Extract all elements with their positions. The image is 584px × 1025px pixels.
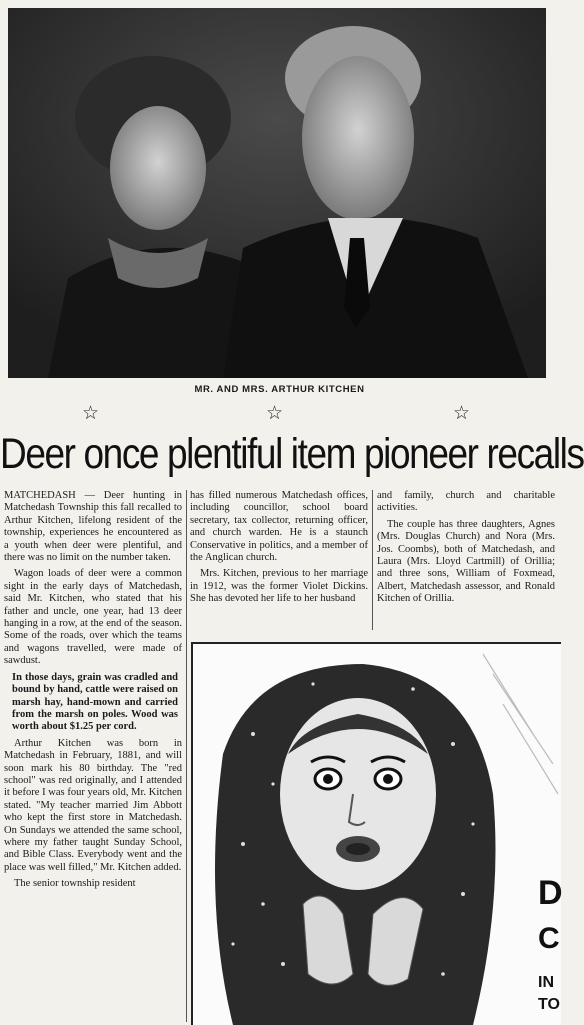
photo-caption: MR. AND MRS. ARTHUR KITCHEN — [194, 384, 365, 395]
paragraph: and family, church and charitable activities. — [377, 490, 555, 514]
paragraph: Mrs. Kitchen, previous to her marriage in 1912, was the former Violet Dickins. She has devoted her life to her husband — [190, 568, 368, 605]
column-rule — [186, 490, 187, 1022]
article-column-2 — [190, 490, 368, 610]
star-icon: ☆ — [453, 403, 471, 424]
paragraph: The couple has three daughters, Agnes (Mrs. Douglas Church) and Nora (Mrs. Jos. Coombs), both of Matchedash, and Laura (Mrs. Lloyd Cartmill) of Orillia; and three sons, William of Foxmead, Albert, Matchedash assessor, and Ronald Kitchen of Orillia. — [377, 518, 555, 605]
article-column-1 — [4, 490, 182, 895]
star-icon: ☆ — [266, 403, 284, 424]
ad-headline-fragment: D — [538, 874, 563, 912]
paragraph: has filled numerous Matchedash offices, including councillor, school board secretary, tax collector, returning officer, and church warden. He is a staunch Conservative in politics, and a member of the Anglican church. — [190, 490, 368, 564]
couple-photo — [8, 8, 546, 378]
advertisement — [191, 642, 561, 1025]
column-rule — [372, 490, 373, 630]
ad-text-fragment: IN — [538, 974, 554, 991]
paragraph: Arthur Kitchen was born in Matchedash in February, 1881, and will soon mark his 80 birthday. The "red school" was red originally, and I attended it before I was four years old, Mr. Kitchen stated. "My teacher married Jim Abbott who kept the first store in Matchedash. On Sundays we attended the same school, where my father taught Sunday School, and Bible Class. Everybody went and the place was well filled," Mr. Kitchen added. — [4, 737, 182, 873]
ad-headline-fragment: C — [538, 922, 560, 955]
paragraph: The senior township resident — [14, 878, 136, 890]
paragraph: Wagon loads of deer were a common sight in the early days of Matchedash, said Mr. Kitchen, who stated that his father and uncle, one year, had 13 deer hanging in a row, at the end of the season. Some of the roads, over which the teams and wagons travelled, were made of sawdust. — [4, 568, 182, 667]
paragraph: MATCHEDASH — Deer hunting in Matchedash Township this fall recalled to Arthur Kitchen, lifelong resident of the township, experiences he encountered as a youth when deer were plentiful, and there was no limit on the number taken. — [4, 490, 182, 564]
article-column-3 — [377, 490, 555, 610]
headline: Deer once plentiful item pioneer recalls — [0, 430, 584, 478]
star-icon: ☆ — [82, 403, 100, 424]
paragraph-emphasis: In those days, grain was cradled and bound by hand, cattle were raised on marsh hay, hand-mown and carried from the marsh on poles. Wood was worth about $1.25 per cord. — [12, 671, 178, 733]
ad-text-fragment: TO — [538, 996, 560, 1013]
